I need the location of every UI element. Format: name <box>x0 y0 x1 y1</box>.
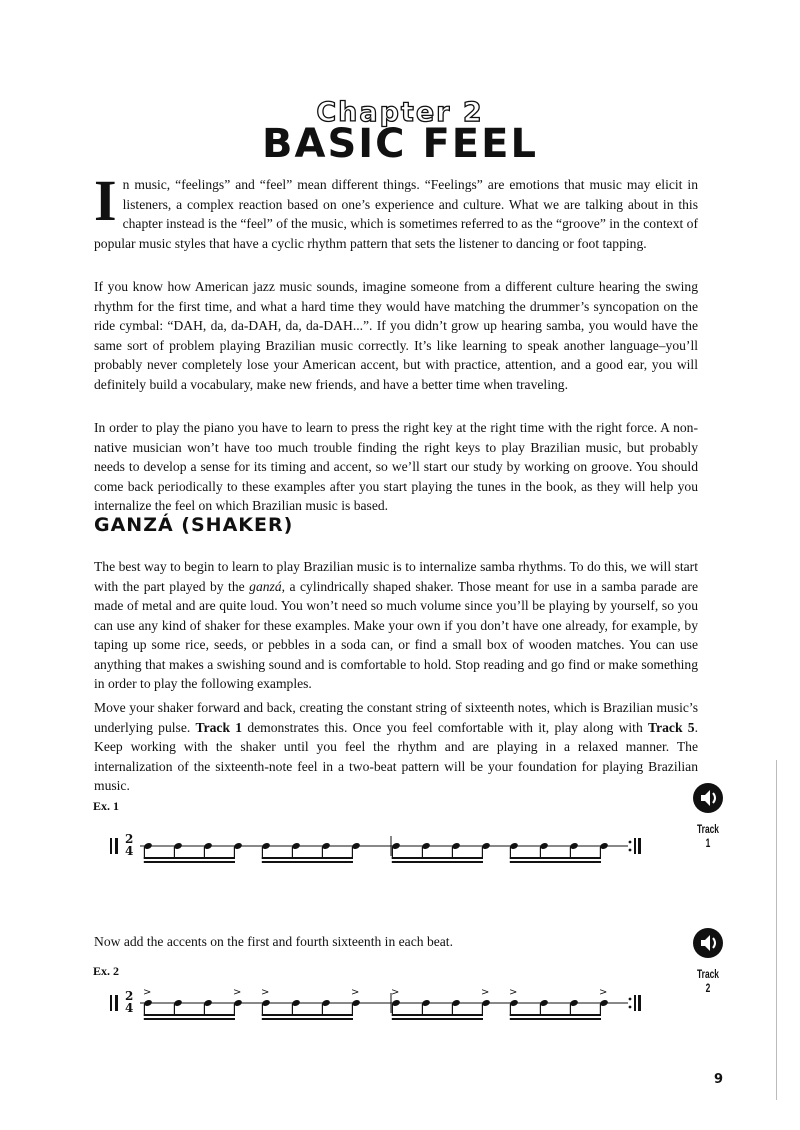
beat-group <box>509 842 608 863</box>
beam <box>510 861 601 863</box>
ganza-italic-term: ganzá <box>249 578 282 594</box>
track-1-badge <box>688 781 728 850</box>
intro-paragraph-text: n music, “feelings” and “feel” mean different things. “Feelings” are emotions that music may elicit in listeners, a complex reaction based on one’s experience and culture. What we are talking about in this chapter instead is the “feel” of the music, which is sometimes referred to as the “groove” in the context of popular music styles that have a cyclic rhythm pattern that sets the listener to dancing or foot tapping. <box>94 177 698 251</box>
accent-mark: > <box>143 987 152 998</box>
shaker-text-a: Move your shaker forward and back, creating the constant string of sixteenth notes, which is Brazilian music’s underlying pulse. <box>94 700 698 735</box>
chapter-label: Chapter 2 <box>316 97 484 128</box>
accent-mark: > <box>233 987 242 998</box>
accent-mark: > <box>481 987 490 998</box>
beam <box>392 1014 483 1016</box>
track-2-badge <box>688 926 728 995</box>
example-1-staff <box>108 830 648 870</box>
sixteenth-note-groups <box>143 842 608 863</box>
track1-reference: Track 1 <box>195 719 243 735</box>
track-1-label: Track 1 <box>697 822 719 850</box>
beam <box>392 1018 483 1020</box>
beam <box>144 1018 235 1020</box>
beam <box>144 861 235 863</box>
track5-reference: Track 5 <box>648 719 695 735</box>
time-signature-top: 2 <box>125 989 134 1003</box>
example-2-intro: Now add the accents on the first and fourth sixteenth in each beat. <box>94 934 453 949</box>
beam <box>262 857 353 859</box>
ganza-text-b: , a cylindrically shaped shaker. Those meant for use in a samba parade are made of metal and are quite loud. You won’t need so much volume since you’ll be playing by yourself, so you can use any kind of shaker for these examples. Make your own if you don’t have one already, for example, by taping up some rice, seeds, or pebbles in a soda can, or find a small box of wooden matches. You can use anything that makes a swishing sound and is comfortable to hold. Stop reading and go find or make something in order to play the following examples. <box>94 578 698 691</box>
beam <box>144 1014 235 1016</box>
track-2-label: Track 2 <box>697 967 719 995</box>
ganza-text-a: The best way to begin to learn to play Brazilian music is to internalize samba rhythms. To do this, we will start with the part played by the <box>94 559 698 594</box>
shaker-text-c: . Keep working with the shaker until you feel the rhythm and are playing in a relaxed manner. The internalization of the sixteenth-note feel in a two-beat pattern will be your foundation for playing Brazilian music. <box>94 719 698 793</box>
beat-group <box>143 842 242 863</box>
repeat-end <box>629 838 641 854</box>
time-signature-bottom: 4 <box>125 844 134 858</box>
repeat-end <box>629 995 641 1011</box>
example-2-label: Ex. 2 <box>93 964 120 978</box>
beam <box>392 861 483 863</box>
drop-cap: I <box>94 168 117 233</box>
beam <box>392 857 483 859</box>
example-1-label: Ex. 1 <box>93 799 120 813</box>
repeat-start <box>110 995 118 1011</box>
shaker-paragraph <box>94 698 698 796</box>
example-2-staff <box>108 984 648 1024</box>
intro-paragraph <box>94 168 698 253</box>
shaker-text-b: demonstrates this. Once you feel comfortable with it, play along with <box>242 719 649 735</box>
beam <box>510 857 601 859</box>
jazz-paragraph: If you know how American jazz music sounds, imagine someone from a different culture hearing the swing rhythm for the first time, and what a hard time they would have matching the drummer’s syncopation on the ride cymbal: “DAH, da, da-DAH, da, da-DAH...”. If you didn’t grow up hearing samba, you would have the same sort of problem playing Brazilian music correctly. It’s like learning to speak another language–you’ll probably never completely lose your American accent, but with practice, attention, and a good ear, you will definitely build a vocabulary, make new friends, and have a better time when traveling. <box>94 279 698 392</box>
page-number: 9 <box>714 1072 724 1087</box>
accent-mark: > <box>261 987 270 998</box>
accent-mark: > <box>509 987 518 998</box>
audio-cd-icon <box>691 926 725 960</box>
beam <box>262 1018 353 1020</box>
accent-mark: > <box>599 987 608 998</box>
time-signature-top: 2 <box>125 832 134 846</box>
beat-group <box>261 842 360 863</box>
chapter-title: BASIC FEEL <box>262 121 538 167</box>
piano-paragraph: In order to play the piano you have to learn to press the right key at the right time with the right force. A non-native musician won’t have too much trouble finding the right keys to play Brazilian music, but probably needs to develop a sense for its timing and accent, so we’ll start our study by working on groove. You should come back periodically to these examples after you start playing the tunes in the book, as they will help you internalize the feel on which Brazilian music is based. <box>94 420 698 513</box>
beam <box>510 1014 601 1016</box>
beam <box>144 857 235 859</box>
audio-cd-icon <box>691 781 725 815</box>
beam <box>262 1014 353 1016</box>
beam <box>510 1018 601 1020</box>
beat-group <box>391 842 490 863</box>
repeat-start <box>110 838 118 854</box>
page-edge-line <box>776 760 777 1100</box>
accent-mark: > <box>391 987 400 998</box>
section-heading: GANZÁ (SHAKER) <box>94 514 294 536</box>
time-signature-bottom: 4 <box>125 1001 134 1015</box>
beam <box>262 861 353 863</box>
accent-mark: > <box>351 987 360 998</box>
ganza-paragraph <box>94 557 698 694</box>
